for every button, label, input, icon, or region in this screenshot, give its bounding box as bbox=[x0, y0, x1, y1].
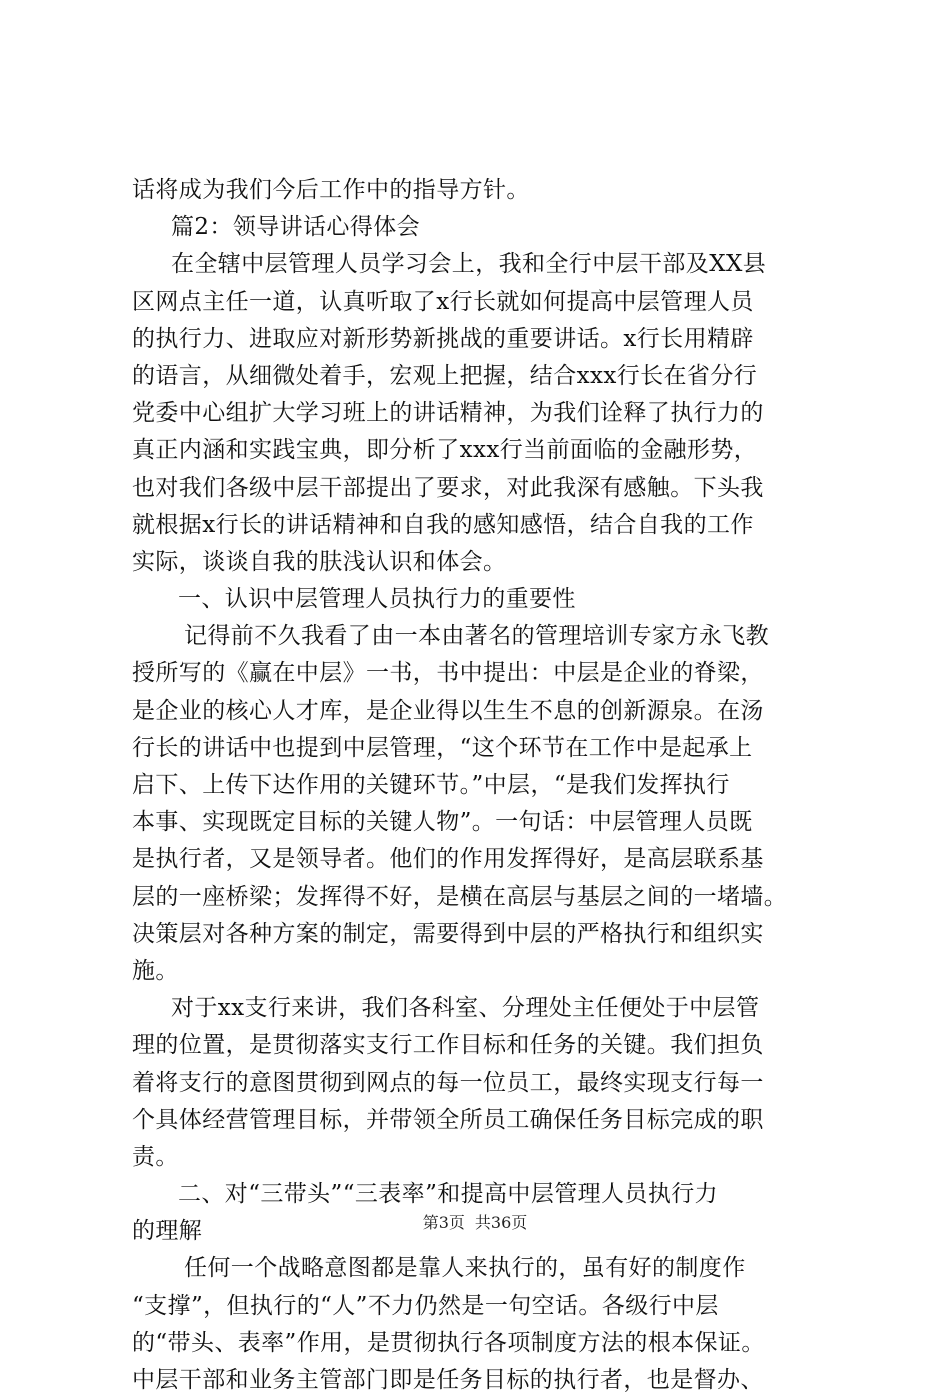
text-line: 启下、上传下达作用的关键环节。”中层，“是我们发挥执行 bbox=[132, 772, 730, 798]
text-line: 就根据x行长的讲话精神和自我的感知感悟，结合自我的工作 bbox=[132, 511, 754, 538]
text-line: 区网点主任一道，认真听取了x行长就如何提高中层管理人员 bbox=[132, 288, 754, 315]
text-line: 的执行力、进取应对新形势新挑战的重要讲话。x行长用精辟 bbox=[132, 325, 754, 352]
text-line: 篇2：领导讲话心得体会 bbox=[171, 214, 421, 241]
text-line: 决策层对各种方案的制定，需要得到中层的严格执行和组织实 bbox=[132, 920, 764, 947]
page-footer bbox=[0, 1213, 950, 1233]
text-line: 层的一座桥梁；发挥得不好，是横在高层与基层之间的一堵墙。 bbox=[132, 883, 788, 910]
text-line: 个具体经营管理目标，并带领全所员工确保任务目标完成的职 bbox=[132, 1106, 764, 1133]
text-line: 是企业的核心人才库，是企业得以生生不息的创新源泉。在汤 bbox=[132, 697, 764, 724]
text-line: 一、认识中层管理人员执行力的重要性 bbox=[178, 586, 576, 613]
text-line: “支撑”，但执行的“人”不力仍然是一句空话。各级行中层 bbox=[132, 1292, 719, 1319]
page-total: 共36页 bbox=[474, 1213, 528, 1232]
text-line: 也对我们各级中层干部提出了要求，对此我深有感触。下头我 bbox=[132, 474, 764, 501]
text-line: 的理解 bbox=[132, 1218, 203, 1245]
text-line: 理的位置，是贯彻落实支行工作目标和任务的关键。我们担负 bbox=[132, 1032, 764, 1059]
text-line: 着将支行的意图贯彻到网点的每一位员工，最终实现支行每一 bbox=[132, 1069, 764, 1096]
text-line: 对于xx支行来讲，我们各科室、分理处主任便处于中层管 bbox=[171, 995, 760, 1022]
text-line: 本事、实现既定目标的关键人物”。一句话：中层管理人员既 bbox=[132, 809, 753, 836]
text-line: 授所写的《赢在中层》一书，书中提出：中层是企业的脊梁， bbox=[132, 660, 764, 687]
text-line: 责。 bbox=[132, 1143, 179, 1170]
text-line: 话将成为我们今后工作中的指导方针。 bbox=[132, 177, 530, 203]
text-line: 在全辖中层管理人员学习会上，我和全行中层干部及XX县 bbox=[171, 251, 767, 278]
text-line: 任何一个战略意图都是靠人来执行的，虽有好的制度作 bbox=[184, 1255, 746, 1282]
text-line: 中层干部和业务主管部门即是任务目标的执行者，也是督办、 bbox=[132, 1367, 764, 1393]
text-line: 实际，谈谈自我的肤浅认识和体会。 bbox=[132, 548, 507, 575]
text-line: 党委中心组扩大学习班上的讲话精神，为我们诠释了执行力的 bbox=[132, 400, 764, 427]
text-line: 二、对“三带头”“三表率”和提高中层管理人员执行力 bbox=[178, 1181, 719, 1208]
text-line: 记得前不久我看了由一本由著名的管理培训专家方永飞教 bbox=[184, 623, 769, 650]
page-number: 第3页 bbox=[422, 1213, 465, 1232]
text-line: 真正内涵和实践宝典，即分析了xxx行当前面临的金融形势， bbox=[132, 437, 758, 464]
text-line: 是执行者，又是领导者。他们的作用发挥得好，是高层联系基 bbox=[132, 846, 764, 873]
text-line: 施。 bbox=[132, 957, 179, 984]
text-line: 行长的讲话中也提到中层管理，“这个环节在工作中是起承上 bbox=[132, 734, 753, 761]
text-line: 的“带头、表率”作用，是贯彻执行各项制度方法的根本保证。 bbox=[132, 1329, 765, 1356]
text-line: 的语言，从细微处着手，宏观上把握，结合xxx行长在省分行 bbox=[132, 362, 758, 389]
